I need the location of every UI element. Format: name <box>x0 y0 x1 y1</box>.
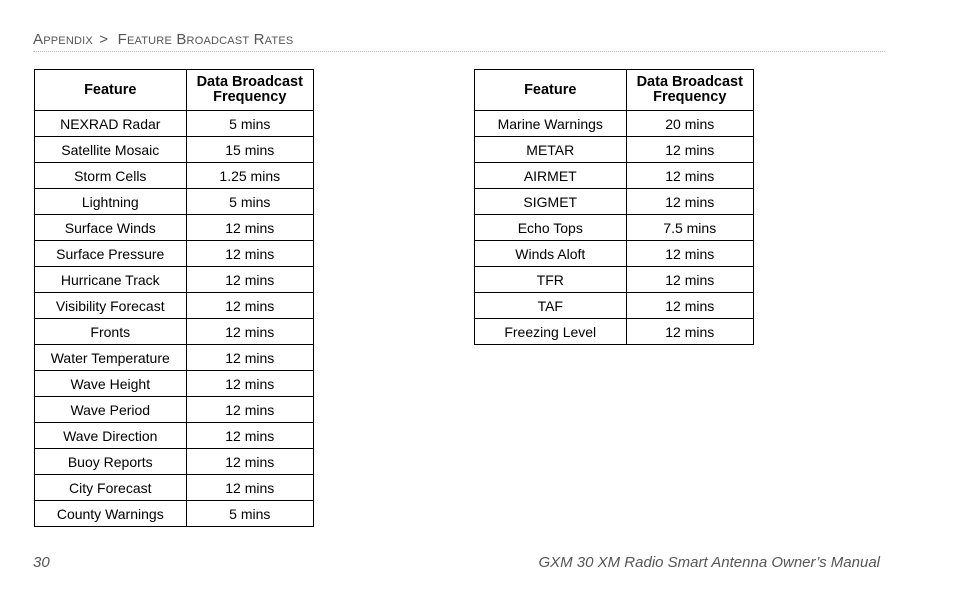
breadcrumb <box>33 31 885 52</box>
frequency-cell: 7.5 mins <box>626 215 753 241</box>
frequency-cell: 12 mins <box>186 371 313 397</box>
table-row <box>35 501 314 527</box>
frequency-cell: 12 mins <box>186 475 313 501</box>
manual-title: GXM 30 XM Radio Smart Antenna Owner’s Manual <box>538 554 880 571</box>
table-row <box>475 293 754 319</box>
table-row <box>35 449 314 475</box>
column-header-frequency-text: Data Broadcast Frequency <box>196 74 303 105</box>
feature-cell: METAR <box>475 137 627 163</box>
breadcrumb-page: Feature Broadcast Rates <box>117 31 294 48</box>
frequency-cell: 12 mins <box>186 449 313 475</box>
table-row <box>35 319 314 345</box>
breadcrumb-separator: > <box>99 31 109 48</box>
table-row <box>35 267 314 293</box>
frequency-cell: 20 mins <box>626 111 753 137</box>
feature-cell: AIRMET <box>475 163 627 189</box>
breadcrumb-section: Appendix <box>33 31 93 48</box>
table-row <box>35 293 314 319</box>
feature-cell: Wave Height <box>35 371 187 397</box>
column-header-frequency <box>626 70 753 111</box>
broadcast-rates-table-left <box>34 69 314 527</box>
frequency-cell: 12 mins <box>186 293 313 319</box>
table-row <box>475 241 754 267</box>
feature-cell: Wave Direction <box>35 423 187 449</box>
feature-cell: County Warnings <box>35 501 187 527</box>
table-row <box>475 267 754 293</box>
feature-cell: SIGMET <box>475 189 627 215</box>
frequency-cell: 12 mins <box>186 423 313 449</box>
frequency-cell: 5 mins <box>186 111 313 137</box>
feature-cell: Buoy Reports <box>35 449 187 475</box>
feature-cell: Surface Winds <box>35 215 187 241</box>
table-row <box>35 215 314 241</box>
table-row <box>475 319 754 345</box>
column-header-feature: Feature <box>35 70 187 111</box>
table-row <box>35 241 314 267</box>
frequency-cell: 12 mins <box>626 241 753 267</box>
frequency-cell: 12 mins <box>626 267 753 293</box>
table-body-right <box>475 111 754 345</box>
table-row <box>475 189 754 215</box>
feature-cell: Visibility Forecast <box>35 293 187 319</box>
column-header-frequency-text: Data Broadcast Frequency <box>636 74 743 105</box>
feature-cell: Water Temperature <box>35 345 187 371</box>
frequency-cell: 5 mins <box>186 501 313 527</box>
feature-cell: NEXRAD Radar <box>35 111 187 137</box>
table-row <box>475 137 754 163</box>
feature-cell: Lightning <box>35 189 187 215</box>
frequency-cell: 5 mins <box>186 189 313 215</box>
feature-cell: Freezing Level <box>475 319 627 345</box>
frequency-cell: 12 mins <box>626 189 753 215</box>
column-header-frequency <box>186 70 313 111</box>
table-row <box>35 423 314 449</box>
feature-cell: Satellite Mosaic <box>35 137 187 163</box>
table-header-row <box>35 70 314 111</box>
table-row <box>35 137 314 163</box>
frequency-cell: 12 mins <box>186 319 313 345</box>
frequency-cell: 1.25 mins <box>186 163 313 189</box>
frequency-cell: 12 mins <box>186 397 313 423</box>
table-header-row <box>475 70 754 111</box>
feature-cell: Surface Pressure <box>35 241 187 267</box>
table-row <box>35 189 314 215</box>
feature-cell: City Forecast <box>35 475 187 501</box>
frequency-cell: 12 mins <box>626 163 753 189</box>
table-row <box>475 215 754 241</box>
table-row <box>475 163 754 189</box>
feature-cell: Marine Warnings <box>475 111 627 137</box>
table-row <box>35 475 314 501</box>
page-number: 30 <box>33 554 50 571</box>
table-row <box>35 371 314 397</box>
table-row <box>35 111 314 137</box>
frequency-cell: 12 mins <box>186 215 313 241</box>
table-row <box>475 111 754 137</box>
feature-cell: TAF <box>475 293 627 319</box>
frequency-cell: 12 mins <box>626 293 753 319</box>
frequency-cell: 12 mins <box>626 137 753 163</box>
table-row <box>35 397 314 423</box>
column-header-feature: Feature <box>475 70 627 111</box>
feature-cell: Wave Period <box>35 397 187 423</box>
feature-cell: Storm Cells <box>35 163 187 189</box>
frequency-cell: 12 mins <box>186 267 313 293</box>
table-row <box>35 163 314 189</box>
feature-cell: TFR <box>475 267 627 293</box>
feature-cell: Echo Tops <box>475 215 627 241</box>
table-row <box>35 345 314 371</box>
table-body-left <box>35 111 314 527</box>
feature-cell: Winds Aloft <box>475 241 627 267</box>
frequency-cell: 15 mins <box>186 137 313 163</box>
feature-cell: Fronts <box>35 319 187 345</box>
frequency-cell: 12 mins <box>186 241 313 267</box>
broadcast-rates-table-right <box>474 69 754 345</box>
frequency-cell: 12 mins <box>626 319 753 345</box>
feature-cell: Hurricane Track <box>35 267 187 293</box>
frequency-cell: 12 mins <box>186 345 313 371</box>
